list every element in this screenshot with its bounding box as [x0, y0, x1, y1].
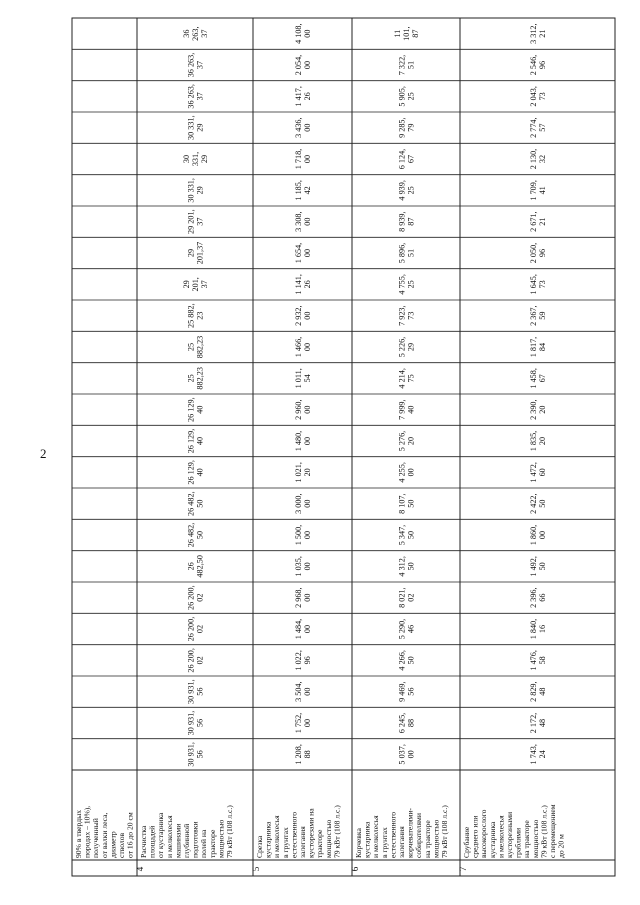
- table-cell-value: 29: [195, 123, 205, 132]
- table-cell-value: 25: [406, 280, 416, 289]
- table-cell-value: 4 108,: [294, 23, 303, 44]
- table-cell-value: 73: [538, 280, 547, 289]
- row-label-line: высокорослого: [479, 809, 489, 858]
- table-cell-value: 4 312,: [397, 556, 407, 577]
- row-label-line: среднего или: [470, 815, 480, 858]
- table-cell-value: 2 546,: [529, 54, 538, 76]
- table-cell-value: 30 331,: [186, 178, 196, 203]
- table-cell-value: 66: [538, 593, 547, 602]
- table-cell-value: 37: [195, 92, 205, 101]
- table-cell-value: 21: [538, 29, 547, 38]
- page-number: 2: [40, 446, 47, 461]
- row-label-line: площадей: [147, 825, 157, 858]
- row-label-line: от кустарника: [156, 812, 166, 858]
- table-cell-value: 5 037,: [397, 744, 407, 765]
- table-cell-value: 1 492,: [529, 556, 538, 577]
- table-cell-value: 2 043,: [529, 86, 538, 107]
- table-cell-value: 00: [303, 154, 312, 164]
- table-cell-value: 37: [195, 60, 205, 70]
- table-cell-value: 46: [406, 624, 416, 634]
- table-cell-value: 26 200,: [186, 648, 196, 673]
- table-cell-value: 29: [182, 280, 191, 289]
- table-cell-value: 4 939,: [397, 180, 407, 201]
- table-cell-value: 1 645,: [529, 274, 538, 295]
- row-label-line: мощностью: [323, 819, 333, 858]
- table-cell-value: 2 390,: [529, 399, 538, 420]
- row-label-line: залегания: [397, 826, 406, 858]
- table-cell-value: 96: [538, 60, 547, 70]
- table-cell-value: 00: [303, 499, 312, 508]
- row-label-line: кусторезными: [505, 811, 514, 858]
- table-cell-value: 26 482,: [186, 522, 196, 548]
- table-cell-value: 7 999,: [397, 399, 407, 420]
- table-cell-value: 40: [195, 405, 205, 414]
- table-cell-value: 2 130,: [529, 148, 538, 170]
- table-cell-value: 5 896,: [397, 242, 407, 264]
- table-cell-value: 201,: [191, 277, 200, 292]
- table-cell-value: 1 417,: [294, 86, 303, 107]
- row-number: 6: [350, 866, 360, 872]
- table-cell-value: 1 654,: [294, 242, 303, 264]
- table-cell-value: 2 932,: [294, 305, 303, 326]
- table-cell-value: 26 129,: [186, 460, 196, 485]
- table-cell-value: 00: [303, 593, 312, 602]
- row-label-line: полученный: [91, 818, 101, 858]
- table-cell-value: 00: [303, 624, 312, 634]
- table-cell-value: 8 939,: [397, 211, 407, 232]
- table-cell-value: 37: [200, 280, 209, 289]
- table-cell-value: 25: [186, 342, 196, 352]
- table-cell-value: 56: [195, 750, 205, 759]
- table-cell-value: 87: [411, 29, 420, 38]
- table-cell-value: 40: [195, 436, 205, 446]
- row-label-line: мощностью: [530, 819, 540, 858]
- row-label-line: и мелколесья: [272, 815, 282, 858]
- row-label-line: кустарника: [487, 821, 497, 858]
- table-cell-value: 26: [303, 280, 312, 289]
- row-number: 7: [458, 866, 468, 872]
- row-label-line: Срубание: [462, 826, 471, 858]
- row-label-line: глубинной: [182, 823, 191, 858]
- table-cell-value: 00: [538, 530, 547, 540]
- table-cell-value: 23: [195, 311, 205, 320]
- table-cell-value: 3 504,: [294, 681, 303, 702]
- row-label-line: полей на: [199, 829, 209, 858]
- table-cell-value: 4 255,: [397, 462, 407, 483]
- table-cell-value: 3 308,: [294, 211, 303, 232]
- row-label-line: залегания: [298, 826, 307, 858]
- table-cell-value: 00: [303, 123, 312, 132]
- row-label-line: Расчистка: [139, 825, 148, 858]
- row-label-line: подготовки: [190, 821, 200, 858]
- row-label-line: в грунтах: [379, 827, 389, 858]
- table-cell-value: 00: [303, 687, 312, 696]
- table-cell-value: 73: [406, 311, 416, 320]
- table-cell-value: 1 466,: [294, 336, 303, 358]
- table-cell-value: 42: [303, 186, 312, 195]
- table-cell-value: 1 860,: [529, 524, 538, 546]
- table-cell-value: 00: [303, 248, 312, 258]
- table-cell-value: 50: [195, 530, 205, 540]
- table-cell-value: 36: [182, 29, 191, 38]
- table-cell-value: 96: [303, 656, 312, 665]
- table-cell-value: 331,: [191, 151, 200, 167]
- row-label-line: в грунтах: [280, 827, 290, 858]
- table-cell-value: 56: [195, 718, 205, 728]
- row-label-line: от 16 до 20 см: [125, 812, 135, 858]
- table-cell-value: 1 208,: [294, 744, 303, 765]
- table-cell-value: 20: [303, 468, 312, 477]
- table-cell-value: 59: [538, 311, 547, 320]
- table-cell-value: 20: [406, 436, 416, 446]
- table-cell-value: 54: [303, 374, 312, 383]
- table-cell-value: 29: [195, 186, 205, 195]
- table-cell-value: 50: [538, 562, 547, 571]
- table-cell-value: 50: [538, 499, 547, 508]
- table-cell-value: 40: [406, 405, 416, 414]
- table-cell-value: 25: [406, 186, 416, 195]
- table-cell-value: 7 923,: [397, 305, 407, 326]
- row-label-line: 90% в твердых: [74, 810, 83, 858]
- table-cell-value: 37: [195, 217, 205, 226]
- table-cell-value: 75: [406, 374, 416, 383]
- table-cell-value: 1 185,: [294, 180, 303, 201]
- table-cell-value: 2 960,: [294, 399, 303, 420]
- table-cell-value: 25: [406, 92, 416, 101]
- row-label-line: тракторе: [207, 829, 217, 858]
- row-label-line: граблями: [513, 827, 523, 858]
- row-label-line: тракторе: [315, 829, 325, 858]
- table-cell-value: 1 141,: [294, 274, 303, 295]
- table-cell-value: 00: [303, 342, 312, 352]
- table-cell-value: 20: [538, 405, 547, 414]
- table-cell-value: 3 312,: [529, 23, 538, 44]
- table-cell-value: 4 214,: [397, 368, 407, 389]
- table-cell-value: 50: [406, 562, 416, 571]
- table-cell-value: 6 245,: [397, 712, 407, 734]
- table-cell-value: 30: [182, 154, 191, 164]
- table-cell-value: 2 396,: [529, 587, 538, 608]
- row-label-line: стволов: [117, 832, 126, 858]
- table-cell-value: 2 172,: [529, 712, 538, 734]
- table-cell-value: 02: [406, 593, 416, 602]
- row-label-line: 79 кВт (108 л.с.): [539, 805, 549, 858]
- table-cell-value: 1 472,: [529, 462, 538, 483]
- table-cell-value: 1 709,: [529, 180, 538, 201]
- row-label-line: машинами: [173, 823, 183, 858]
- table-cell-value: 37: [200, 29, 209, 38]
- table-cell-value: 5 347,: [397, 524, 407, 546]
- row-label-line: Срезка: [255, 835, 264, 858]
- table-cell-value: 25 882,: [186, 303, 196, 328]
- table-cell-value: 67: [538, 374, 547, 383]
- row-label-line: 79 кВт (108 л.с.): [440, 805, 449, 858]
- table-cell-value: 60: [538, 468, 547, 477]
- table-cell-value: 2 774,: [529, 117, 538, 138]
- table-cell-value: 00: [303, 311, 312, 320]
- row-label-line: с перемещением: [548, 804, 557, 858]
- row-label-line: корчевателями-: [405, 808, 415, 858]
- table-cell-value: 51: [406, 248, 416, 258]
- table-cell-value: 26 129,: [186, 428, 196, 454]
- table-cell-value: 1 835,: [529, 430, 538, 452]
- table-cell-value: 96: [538, 248, 547, 258]
- table-cell-value: 1 743,: [529, 744, 538, 765]
- table-cell-value: 30 931,: [186, 742, 196, 767]
- table-cell-value: 1 035,: [294, 556, 303, 577]
- table-cell-value: 2 422,: [529, 493, 538, 514]
- table-cell-value: 882,23: [195, 335, 205, 359]
- table-cell-value: 32: [538, 154, 547, 164]
- table-cell-value: 26 200,: [186, 616, 196, 642]
- row-label-line: кустарника: [263, 821, 273, 858]
- table-cell-value: 2 054,: [294, 54, 303, 76]
- row-label-line: естественного: [388, 811, 398, 858]
- table-cell-value: 9 469,: [397, 681, 407, 702]
- table-cell-value: 02: [195, 624, 205, 634]
- table-cell-value: 02: [195, 593, 205, 602]
- table-cell-value: 02: [195, 656, 205, 665]
- table-cell-value: 3 000,: [294, 493, 303, 514]
- table-cell-value: 88: [406, 718, 416, 728]
- table-cell-value: 1 480,: [294, 430, 303, 452]
- table-cell-value: 5 905,: [397, 86, 407, 107]
- row-label-line: 79 кВт (108 л.с.): [332, 805, 342, 858]
- table-cell-value: 00: [303, 718, 312, 728]
- row-label-line: кусторезами на: [306, 808, 316, 858]
- table-cell-value: 1 021,: [294, 462, 303, 483]
- table-cell-value: 1 840,: [529, 618, 538, 640]
- table-cell-value: 29 201,: [186, 209, 196, 234]
- table-cell-value: 67: [406, 154, 416, 164]
- table-cell-value: 73: [538, 92, 547, 101]
- table-cell-value: 201,37: [195, 241, 205, 265]
- table-cell-value: 00: [303, 60, 312, 70]
- table-cell-value: 00: [303, 436, 312, 446]
- table-cell-value: 48: [538, 718, 547, 728]
- table-cell-value: 2 829,: [529, 681, 538, 702]
- table-cell-value: 3 436,: [294, 117, 303, 138]
- table-cell-value: 24: [538, 750, 547, 759]
- row-label-line: мощностью: [216, 819, 226, 858]
- table-cell-value: 2 968,: [294, 587, 303, 608]
- table-cell-value: 26: [303, 92, 312, 101]
- table-cell-value: 00: [303, 405, 312, 414]
- table-cell-value: 8 021,: [397, 587, 407, 608]
- row-label-line: собирателями: [414, 813, 424, 858]
- table-cell-value: 1 476,: [529, 650, 538, 671]
- table-cell-value: 30 331,: [186, 115, 196, 140]
- row-label-line: мощностью: [431, 819, 441, 858]
- table-cell-value: 29: [186, 248, 196, 258]
- table-cell-value: 00: [406, 750, 416, 759]
- table-cell-value: 00: [303, 562, 312, 571]
- row-label-line: естественного: [289, 811, 299, 858]
- table-cell-value: 36 263,: [186, 84, 196, 109]
- table-cell-value: 56: [195, 687, 205, 696]
- row-number: 4: [135, 866, 145, 872]
- table-cell-value: 2 050,: [529, 242, 538, 264]
- table-cell-value: 1 011,: [294, 368, 303, 389]
- table-cell-value: 40: [195, 468, 205, 477]
- row-label-line: Корчевка: [354, 828, 363, 858]
- table-cell-value: 882,23: [195, 367, 205, 390]
- table-cell-value: 26 129,: [186, 397, 196, 422]
- table-cell-value: 11: [393, 29, 402, 38]
- table-cell-value: 58: [538, 656, 547, 665]
- table-cell-value: 6 124,: [397, 148, 407, 170]
- table-cell-value: 5 290,: [397, 618, 407, 640]
- table-cell-value: 8 107,: [397, 493, 407, 514]
- table-cell-value: 2 367,: [529, 305, 538, 326]
- table-cell-value: 00: [303, 530, 312, 540]
- table-cell-value: 9 285,: [397, 117, 407, 138]
- table-cell-value: 25: [186, 374, 196, 383]
- row-label-line: кустарника: [362, 821, 372, 858]
- table-cell-value: 00: [406, 468, 416, 477]
- table-cell-value: 5 226,: [397, 336, 407, 358]
- row-label-line: 79 кВт (108 л.с.): [225, 805, 234, 858]
- table-cell-value: 00: [303, 217, 312, 226]
- table-cell-value: 36 263,: [186, 52, 196, 78]
- row-label-line: и мелколесья: [164, 815, 174, 858]
- table-cell-value: 1 022,: [294, 650, 303, 671]
- table-cell-value: 4 266,: [397, 650, 407, 671]
- table-cell-value: 30 931,: [186, 679, 196, 704]
- table-cell-value: 26 200,: [186, 585, 196, 610]
- row-label-line: от валки леса,: [99, 812, 109, 858]
- table-cell-value: 41: [538, 186, 547, 195]
- table-cell-value: 29: [406, 342, 416, 352]
- table-cell-value: 2 671,: [529, 211, 538, 232]
- row-label-line: на тракторе: [422, 820, 432, 858]
- table-cell-value: 51: [406, 60, 416, 70]
- table-cell-value: 1 458,: [529, 368, 538, 389]
- table-cell-value: 4 755,: [397, 274, 407, 295]
- table-cell-value: 21: [538, 217, 547, 226]
- table-cell-value: 87: [406, 217, 416, 226]
- row-label-line: диаметр: [108, 831, 118, 858]
- row-number: 5: [251, 866, 261, 872]
- table-cell-value: 56: [406, 687, 416, 696]
- table-cell-value: 16: [538, 624, 547, 634]
- table-cell-value: 50: [406, 656, 416, 665]
- table-cell-value: 50: [406, 499, 416, 508]
- table-cell-value: 79: [406, 123, 416, 132]
- table-cell-value: 26 482,: [186, 491, 196, 516]
- row-label-line: породах – 10%),: [82, 805, 92, 858]
- table-cell-value: 00: [303, 29, 312, 38]
- row-label-line: до 20 м: [556, 834, 566, 858]
- table-cell-value: 482,50: [195, 555, 205, 578]
- table-cell-value: 1 817,: [529, 336, 538, 358]
- row-label-line: на тракторе: [522, 820, 532, 858]
- table-cell-value: 5 276,: [397, 430, 407, 452]
- table-cell-value: 26: [186, 562, 196, 571]
- table-cell-value: 48: [538, 687, 547, 696]
- table-cell-value: 20: [538, 436, 547, 446]
- table-cell-value: 30 931,: [186, 710, 196, 736]
- row-label-line: и мелколесья: [496, 815, 506, 858]
- table-cell-value: 50: [406, 530, 416, 540]
- table-cell-value: 263,: [191, 26, 200, 41]
- table-cell-value: 1 484,: [294, 618, 303, 640]
- table-cell-value: 1 752,: [294, 712, 303, 734]
- table-cell-value: 50: [195, 499, 205, 508]
- table-cell-value: 1 718,: [294, 148, 303, 170]
- table-cell-value: 101,: [402, 26, 411, 41]
- table-cell-value: 84: [538, 342, 547, 352]
- table-cell-value: 1 500,: [294, 524, 303, 546]
- row-label-line: и мелколесья: [371, 815, 381, 858]
- table-cell-value: 7 322,: [397, 54, 407, 76]
- table-cell-value: 29: [200, 154, 209, 164]
- table-cell-value: 88: [303, 750, 312, 759]
- table-cell-value: 57: [538, 123, 547, 132]
